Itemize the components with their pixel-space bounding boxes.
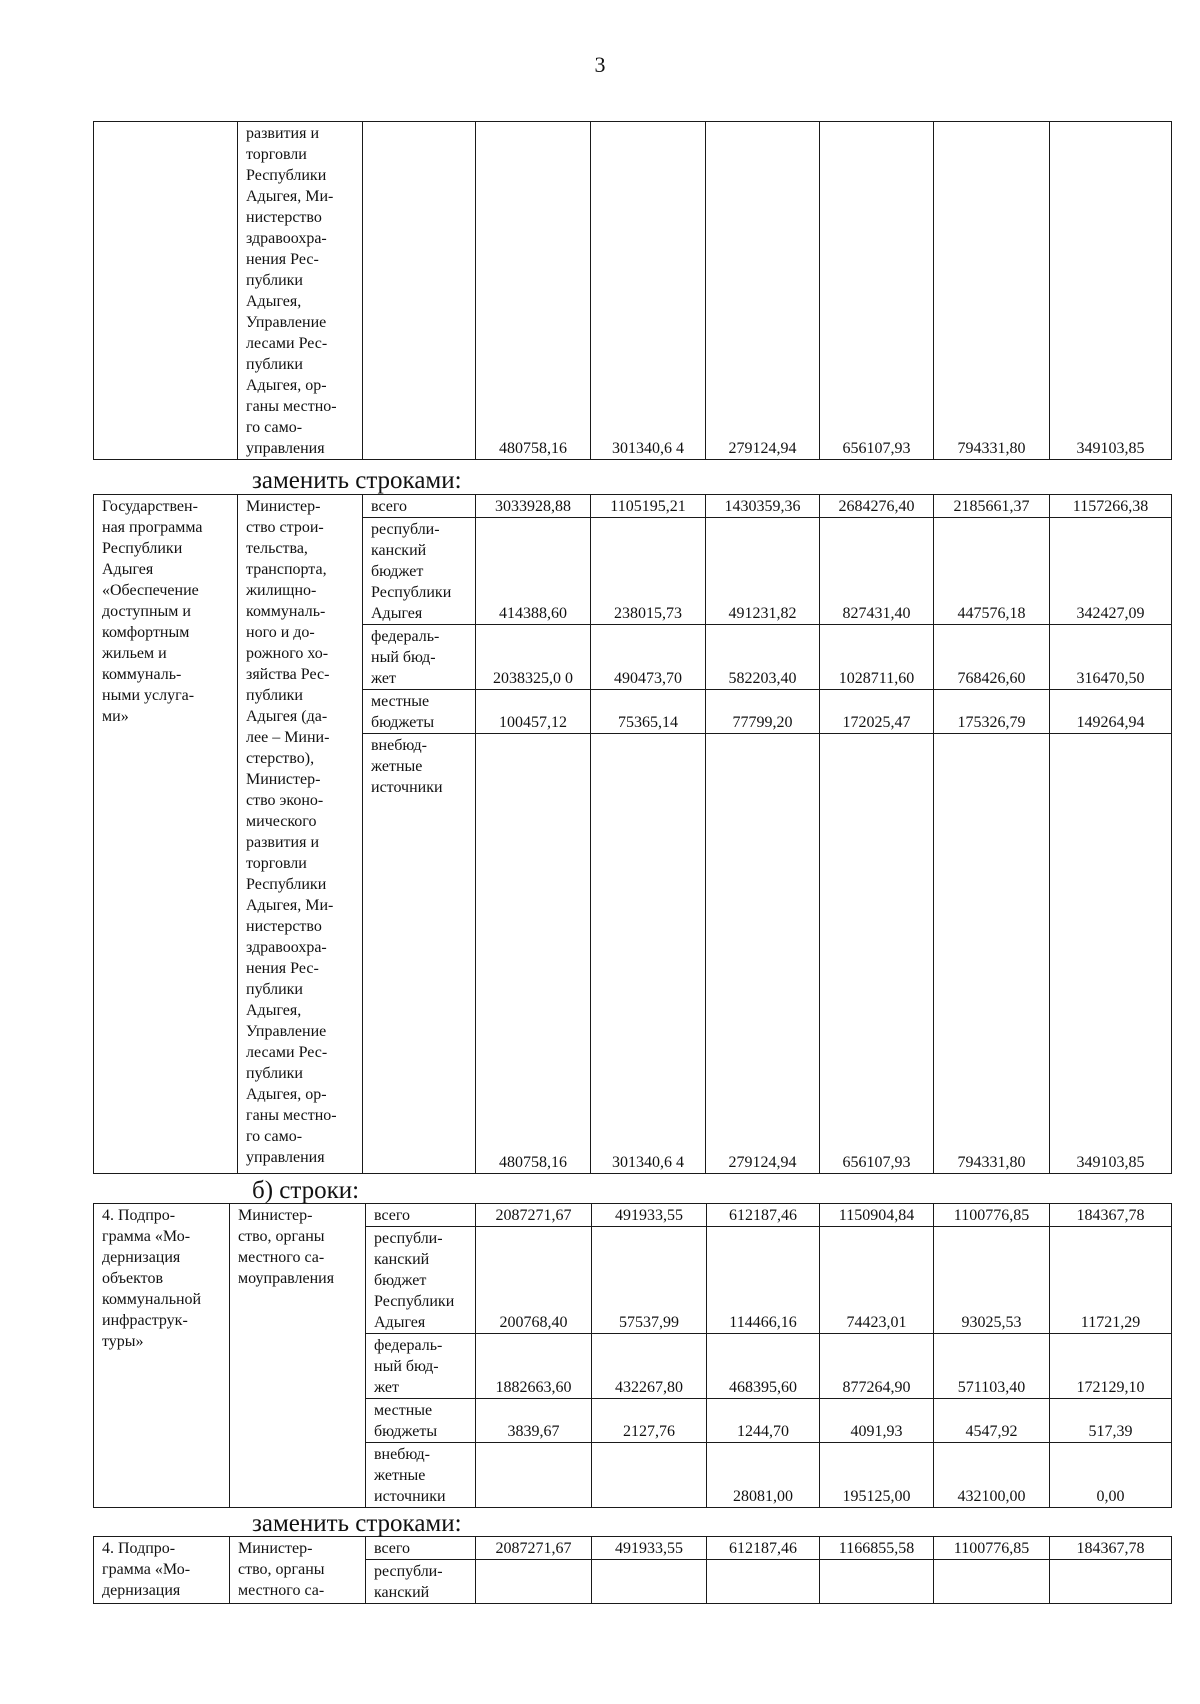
value-cell: 3839,67 bbox=[476, 1399, 592, 1443]
value-cell: 184367,78 bbox=[1050, 1204, 1172, 1227]
table-program-replacement bbox=[93, 494, 1172, 1174]
value-cell bbox=[1050, 1560, 1172, 1604]
value-cell bbox=[820, 1560, 934, 1604]
source-label-cell: внебюд- жетные источники bbox=[366, 1443, 476, 1508]
value-cell: 2087271,67 bbox=[476, 1204, 592, 1227]
executor-cell: развития и торговли Республики Адыгея, Ми- нистерство здравоохра- нения Рес- публики Адыгея, Управление лесами Рес- публики Адыгея, ор- ганы местно- го само- управления bbox=[238, 122, 363, 460]
source-label-cell: местные бюджеты bbox=[363, 690, 476, 734]
value-cell: 77799,20 bbox=[706, 690, 820, 734]
value-cell: 75365,14 bbox=[591, 690, 706, 734]
value-cell: 4547,92 bbox=[934, 1399, 1050, 1443]
value-cell: 656107,93 bbox=[820, 734, 934, 1174]
value-cell: 1150904,84 bbox=[820, 1204, 934, 1227]
value-cell: 877264,90 bbox=[820, 1334, 934, 1399]
source-label-cell: республи- канский бюджет Республики Адыгея bbox=[363, 518, 476, 625]
table-fragment-old bbox=[93, 121, 1172, 460]
empty-source-cell bbox=[363, 122, 476, 460]
value-cell: 93025,53 bbox=[934, 1227, 1050, 1334]
value-cell: 571103,40 bbox=[934, 1334, 1050, 1399]
executor-cell: Министер- ство, органы местного са- bbox=[230, 1537, 366, 1604]
value-cell: 11721,29 bbox=[1050, 1227, 1172, 1334]
value-cell: 0,00 bbox=[1050, 1443, 1172, 1508]
value-cell bbox=[592, 1560, 707, 1604]
value-cell: 279124,94 bbox=[706, 734, 820, 1174]
value-cell: 517,39 bbox=[1050, 1399, 1172, 1443]
source-label-cell: всего bbox=[363, 495, 476, 518]
value-cell: 1430359,36 bbox=[706, 495, 820, 518]
source-label-cell: республи- канский bbox=[366, 1560, 476, 1604]
value-cell: 656107,93 bbox=[820, 122, 934, 460]
value-cell: 172025,47 bbox=[820, 690, 934, 734]
value-cell: 349103,85 bbox=[1050, 122, 1172, 460]
value-cell: 175326,79 bbox=[934, 690, 1050, 734]
value-cell: 432267,80 bbox=[592, 1334, 707, 1399]
value-cell: 2087271,67 bbox=[476, 1537, 592, 1560]
value-cell bbox=[476, 1560, 592, 1604]
executor-cell: Министер- ство, органы местного са- моуправления bbox=[230, 1204, 366, 1508]
value-cell: 301340,6 4 bbox=[591, 122, 706, 460]
executor-cell: Министер- ство строи- тельства, транспорта, жилищно- коммуналь- ного и до- рожного хо- зяйства Рес- публики Адыгея (да- лее – Мини- стерство), Министер- ство эконо- мического развития и торговли Республики Адыгея, Ми- нистерство здравоохра- нения Рес- публики Адыгея, Управление лесами Рес- публики Адыгея, ор- ганы местно- го само- управления bbox=[238, 495, 363, 1174]
value-cell: 114466,16 bbox=[707, 1227, 820, 1334]
value-cell: 1100776,85 bbox=[934, 1204, 1050, 1227]
source-label-cell: всего bbox=[366, 1204, 476, 1227]
value-cell: 238015,73 bbox=[591, 518, 706, 625]
value-cell: 1244,70 bbox=[707, 1399, 820, 1443]
value-cell bbox=[592, 1443, 707, 1508]
value-cell: 794331,80 bbox=[934, 734, 1050, 1174]
value-cell: 2038325,0 0 bbox=[476, 625, 591, 690]
value-cell: 480758,16 bbox=[476, 122, 591, 460]
value-cell: 480758,16 bbox=[476, 734, 591, 1174]
value-cell: 172129,10 bbox=[1050, 1334, 1172, 1399]
value-cell bbox=[476, 1443, 592, 1508]
value-cell: 149264,94 bbox=[1050, 690, 1172, 734]
source-label-cell: республи- канский бюджет Республики Адыгея bbox=[366, 1227, 476, 1334]
program-name-cell: 4. Подпро- грамма «Мо- дернизация bbox=[94, 1537, 230, 1604]
value-cell: 490473,70 bbox=[591, 625, 706, 690]
value-cell: 612187,46 bbox=[707, 1537, 820, 1560]
value-cell: 582203,40 bbox=[706, 625, 820, 690]
value-cell: 1105195,21 bbox=[591, 495, 706, 518]
value-cell: 1166855,58 bbox=[820, 1537, 934, 1560]
source-label-cell: местные бюджеты bbox=[366, 1399, 476, 1443]
value-cell: 491933,55 bbox=[592, 1537, 707, 1560]
value-cell: 768426,60 bbox=[934, 625, 1050, 690]
table-subprogram-old bbox=[93, 1203, 1172, 1508]
value-cell: 28081,00 bbox=[707, 1443, 820, 1508]
heading-replace-rows: заменить строками: bbox=[252, 467, 462, 494]
value-cell: 301340,6 4 bbox=[591, 734, 706, 1174]
value-cell: 349103,85 bbox=[1050, 734, 1172, 1174]
value-cell: 316470,50 bbox=[1050, 625, 1172, 690]
value-cell: 279124,94 bbox=[706, 122, 820, 460]
value-cell: 2127,76 bbox=[592, 1399, 707, 1443]
value-cell: 100457,12 bbox=[476, 690, 591, 734]
value-cell: 1882663,60 bbox=[476, 1334, 592, 1399]
value-cell bbox=[934, 1560, 1050, 1604]
value-cell: 195125,00 bbox=[820, 1443, 934, 1508]
value-cell: 794331,80 bbox=[934, 122, 1050, 460]
program-name-cell: Государствен- ная программа Республики Адыгея «Обеспечение доступным и комфортным жильем и коммуналь- ными услуга- ми» bbox=[94, 495, 238, 1174]
value-cell bbox=[707, 1560, 820, 1604]
value-cell: 491231,82 bbox=[706, 518, 820, 625]
value-cell: 342427,09 bbox=[1050, 518, 1172, 625]
heading-replace-rows-2: заменить строками: bbox=[252, 1510, 462, 1537]
value-cell: 1028711,60 bbox=[820, 625, 934, 690]
value-cell: 4091,93 bbox=[820, 1399, 934, 1443]
page-number: 3 bbox=[594, 52, 606, 77]
empty-program-cell bbox=[94, 122, 238, 460]
value-cell: 57537,99 bbox=[592, 1227, 707, 1334]
value-cell: 827431,40 bbox=[820, 518, 934, 625]
value-cell: 1100776,85 bbox=[934, 1537, 1050, 1560]
value-cell: 74423,01 bbox=[820, 1227, 934, 1334]
table-subprogram-replacement bbox=[93, 1536, 1172, 1604]
value-cell: 468395,60 bbox=[707, 1334, 820, 1399]
value-cell: 1157266,38 bbox=[1050, 495, 1172, 518]
source-label-cell: федераль- ный бюд- жет bbox=[363, 625, 476, 690]
source-label-cell: федераль- ный бюд- жет bbox=[366, 1334, 476, 1399]
value-cell: 2684276,40 bbox=[820, 495, 934, 518]
source-label-cell: внебюд- жетные источники bbox=[363, 734, 476, 1174]
heading-rows-b: б) строки: bbox=[252, 1177, 360, 1204]
value-cell: 2185661,37 bbox=[934, 495, 1050, 518]
source-label-cell: всего bbox=[366, 1537, 476, 1560]
program-name-cell: 4. Подпро- грамма «Мо- дернизация объектов коммунальной инфраструк- туры» bbox=[94, 1204, 230, 1508]
value-cell: 3033928,88 bbox=[476, 495, 591, 518]
value-cell: 447576,18 bbox=[934, 518, 1050, 625]
value-cell: 200768,40 bbox=[476, 1227, 592, 1334]
value-cell: 491933,55 bbox=[592, 1204, 707, 1227]
value-cell: 612187,46 bbox=[707, 1204, 820, 1227]
value-cell: 184367,78 bbox=[1050, 1537, 1172, 1560]
value-cell: 432100,00 bbox=[934, 1443, 1050, 1508]
value-cell: 414388,60 bbox=[476, 518, 591, 625]
